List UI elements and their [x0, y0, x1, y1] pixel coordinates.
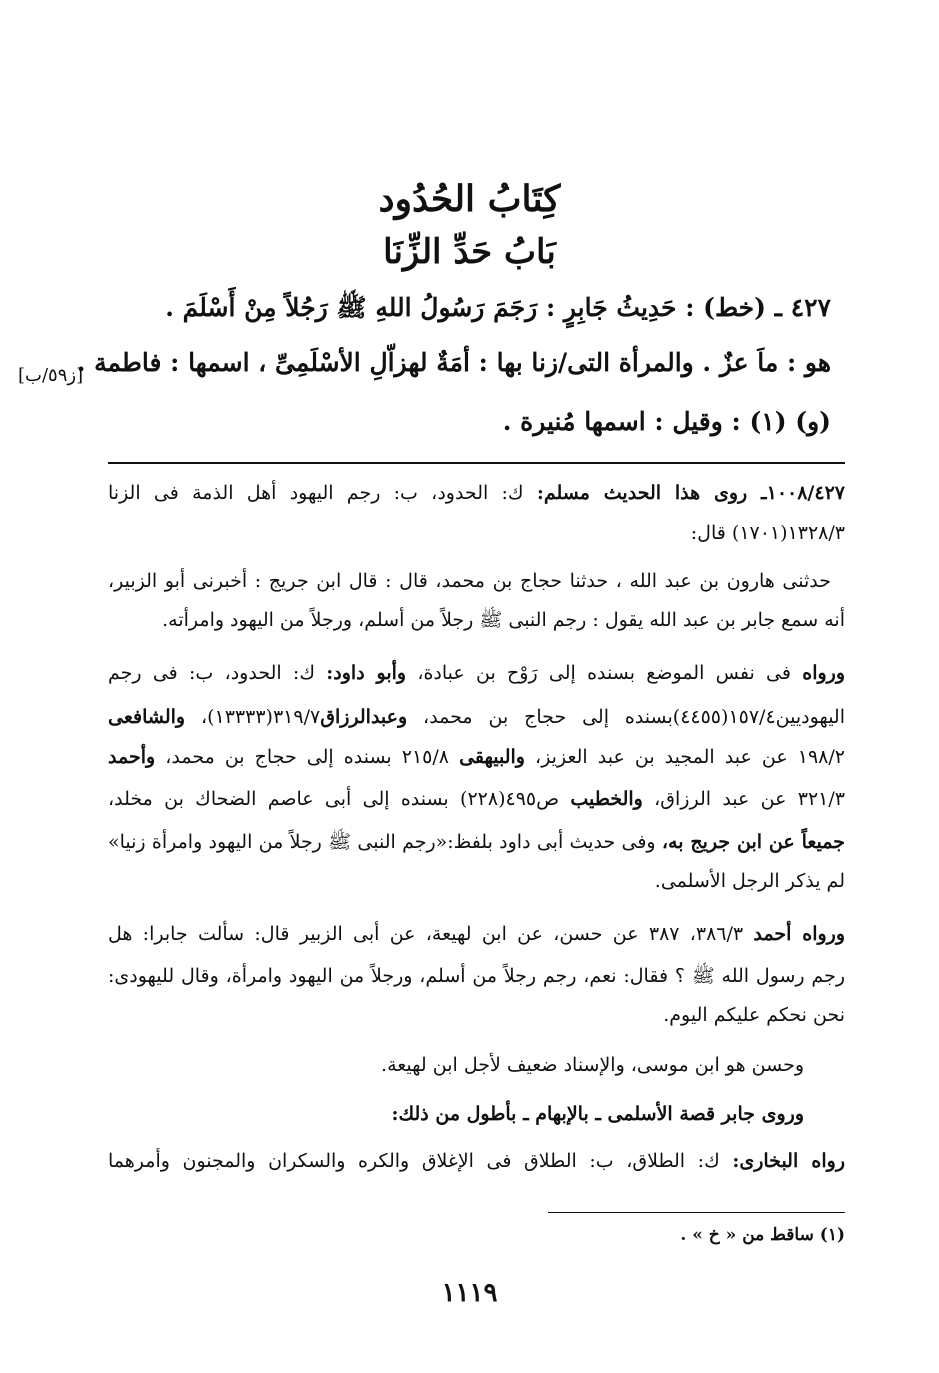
footnote-divider — [548, 1212, 845, 1213]
commentary-p3-line-3 — [108, 746, 845, 768]
hadith-line-3: (و) (١) : وقيل : اسمها مُنيرة . — [502, 407, 831, 436]
commentary-p3-line-5 — [108, 830, 845, 858]
seg: وأبو داود: — [326, 662, 407, 684]
commentary-p1-text: ك: الحدود، ب: رجم اليهود أهل الذمة فى الزنا — [108, 482, 537, 504]
commentary-p5: وحسن هو ابن موسى، والإسناد ضعيف لأجل ابن لهيعة. — [381, 1054, 804, 1076]
commentary-p4-line-3: نحن نحكم عليكم اليوم. — [663, 1004, 845, 1026]
chapter-title: بَابُ حَدِّ الزِّنَا — [383, 232, 556, 272]
page-number: ١١١٩ — [441, 1278, 498, 1308]
seg: والشافعى — [108, 706, 186, 728]
seg: وأحمد — [108, 746, 156, 768]
commentary-p4-line-1 — [108, 923, 845, 945]
commentary-p1-lead: ١٠٠٨/٤٢٧ـ روى هذا الحديث مسلم: — [536, 482, 845, 504]
commentary-p7-lead: رواه البخارى: — [732, 1150, 845, 1172]
book-title: كِتَابُ الحُدُود — [378, 178, 561, 220]
seg: وفى حديث أبى داود بلفظ:«رجم النبى ﷺ رجلاً من اليهود وامرأة زنيا» — [108, 831, 662, 853]
commentary-p7 — [108, 1150, 845, 1172]
hadith-line-2: هو : ماَ عزٌ . والمرأة التى/زنا بها : أمَةٌ لهزاّلِ الأسْلَمِىِّ ، اسمها : فاطمة . — [76, 348, 831, 377]
seg: والبيهقى — [459, 746, 525, 768]
seg: جميعاً عن ابن جريج به، — [661, 831, 845, 853]
manuscript-folio-note: [ز٥٩/ب] — [18, 365, 84, 386]
seg: اليهوديين١٥٧/٤(٤٤٥٥)بسنده إلى حجاج بن محمد، — [407, 706, 845, 728]
commentary-p7-text: ك: الطلاق، ب: الطلاق فى الإغلاق والكره والسكران والمجنون وأمرهما — [108, 1150, 733, 1172]
commentary-p3-line-1 — [108, 662, 845, 684]
commentary-p6: وروى جابر قصة الأسلمى ـ بالإبهام ـ بأطول من ذلك: — [391, 1103, 804, 1125]
seg: فى نفس الموضع بسنده إلى رَوْح بن عبادة، — [406, 662, 803, 684]
commentary-p1-line-1 — [108, 482, 845, 504]
seg: وعبدالرزاق — [320, 706, 408, 728]
commentary-p4-line-2: رجم رسول الله ﷺ ؟ فقال: نعم، رجم رجلاً من أسلم، ورجلاً من اليهود وامرأة، وقال لليهودى: — [108, 965, 845, 987]
seg: ٣٨٦/٣، ٣٨٧ عن حسن، عن ابن لهيعة، عن أبى الزبير قال: سألت جابرا: هل — [108, 923, 754, 945]
seg: ١٩٨/٢ عن عبد المجيد بن عبد العزيز، — [524, 746, 845, 768]
section-divider — [108, 462, 845, 464]
seg: ك: الحدود، ب: فى رجم — [108, 662, 327, 684]
commentary-p1-line-2: ١٣٢٨/٣(١٧٠١) قال: — [690, 522, 845, 544]
seg: ٣١٩/٧(١٣٣٣٣)، — [185, 706, 321, 728]
footnote: (١) ساقط من « خ » . — [680, 1225, 845, 1245]
seg: والخطيب — [570, 788, 643, 810]
seg: ورواه — [802, 662, 845, 684]
commentary-p3-line-4 — [108, 788, 845, 810]
seg: ورواه أحمد — [753, 923, 845, 945]
commentary-p3-line-6: لم يذكر الرجل الأسلمى. — [654, 870, 845, 892]
seg: ص٤٩٥(٢٢٨) بسنده إلى أبى عاصم الضحاك بن مخلد، — [108, 788, 571, 810]
seg: ٣٢١/٣ عن عبد الرزاق، — [642, 788, 845, 810]
commentary-p3-line-2 — [108, 706, 845, 728]
seg: ٢١٥/٨ بسنده إلى حجاج بن محمد، — [155, 746, 460, 768]
commentary-p2-line-2: أنه سمع جابر بن عبد الله يقول : رجم النبى ﷺ رجلاً من أسلم، ورجلاً من اليهود وامرأته. — [162, 609, 845, 631]
commentary-p2-line-1: حدثنى هارون بن عبد الله ، حدثنا حجاج بن محمد، قال : قال ابن جريج : أخبرنى أبو الزبير، — [108, 570, 831, 592]
hadith-line-1: ٤٢٧ ـ (خط) : حَدِيثُ جَابِرٍ : رَجَمَ رَسُولُ اللهِ ﷺ رَجُلاً مِنْ أَسْلَمَ . — [165, 293, 831, 322]
